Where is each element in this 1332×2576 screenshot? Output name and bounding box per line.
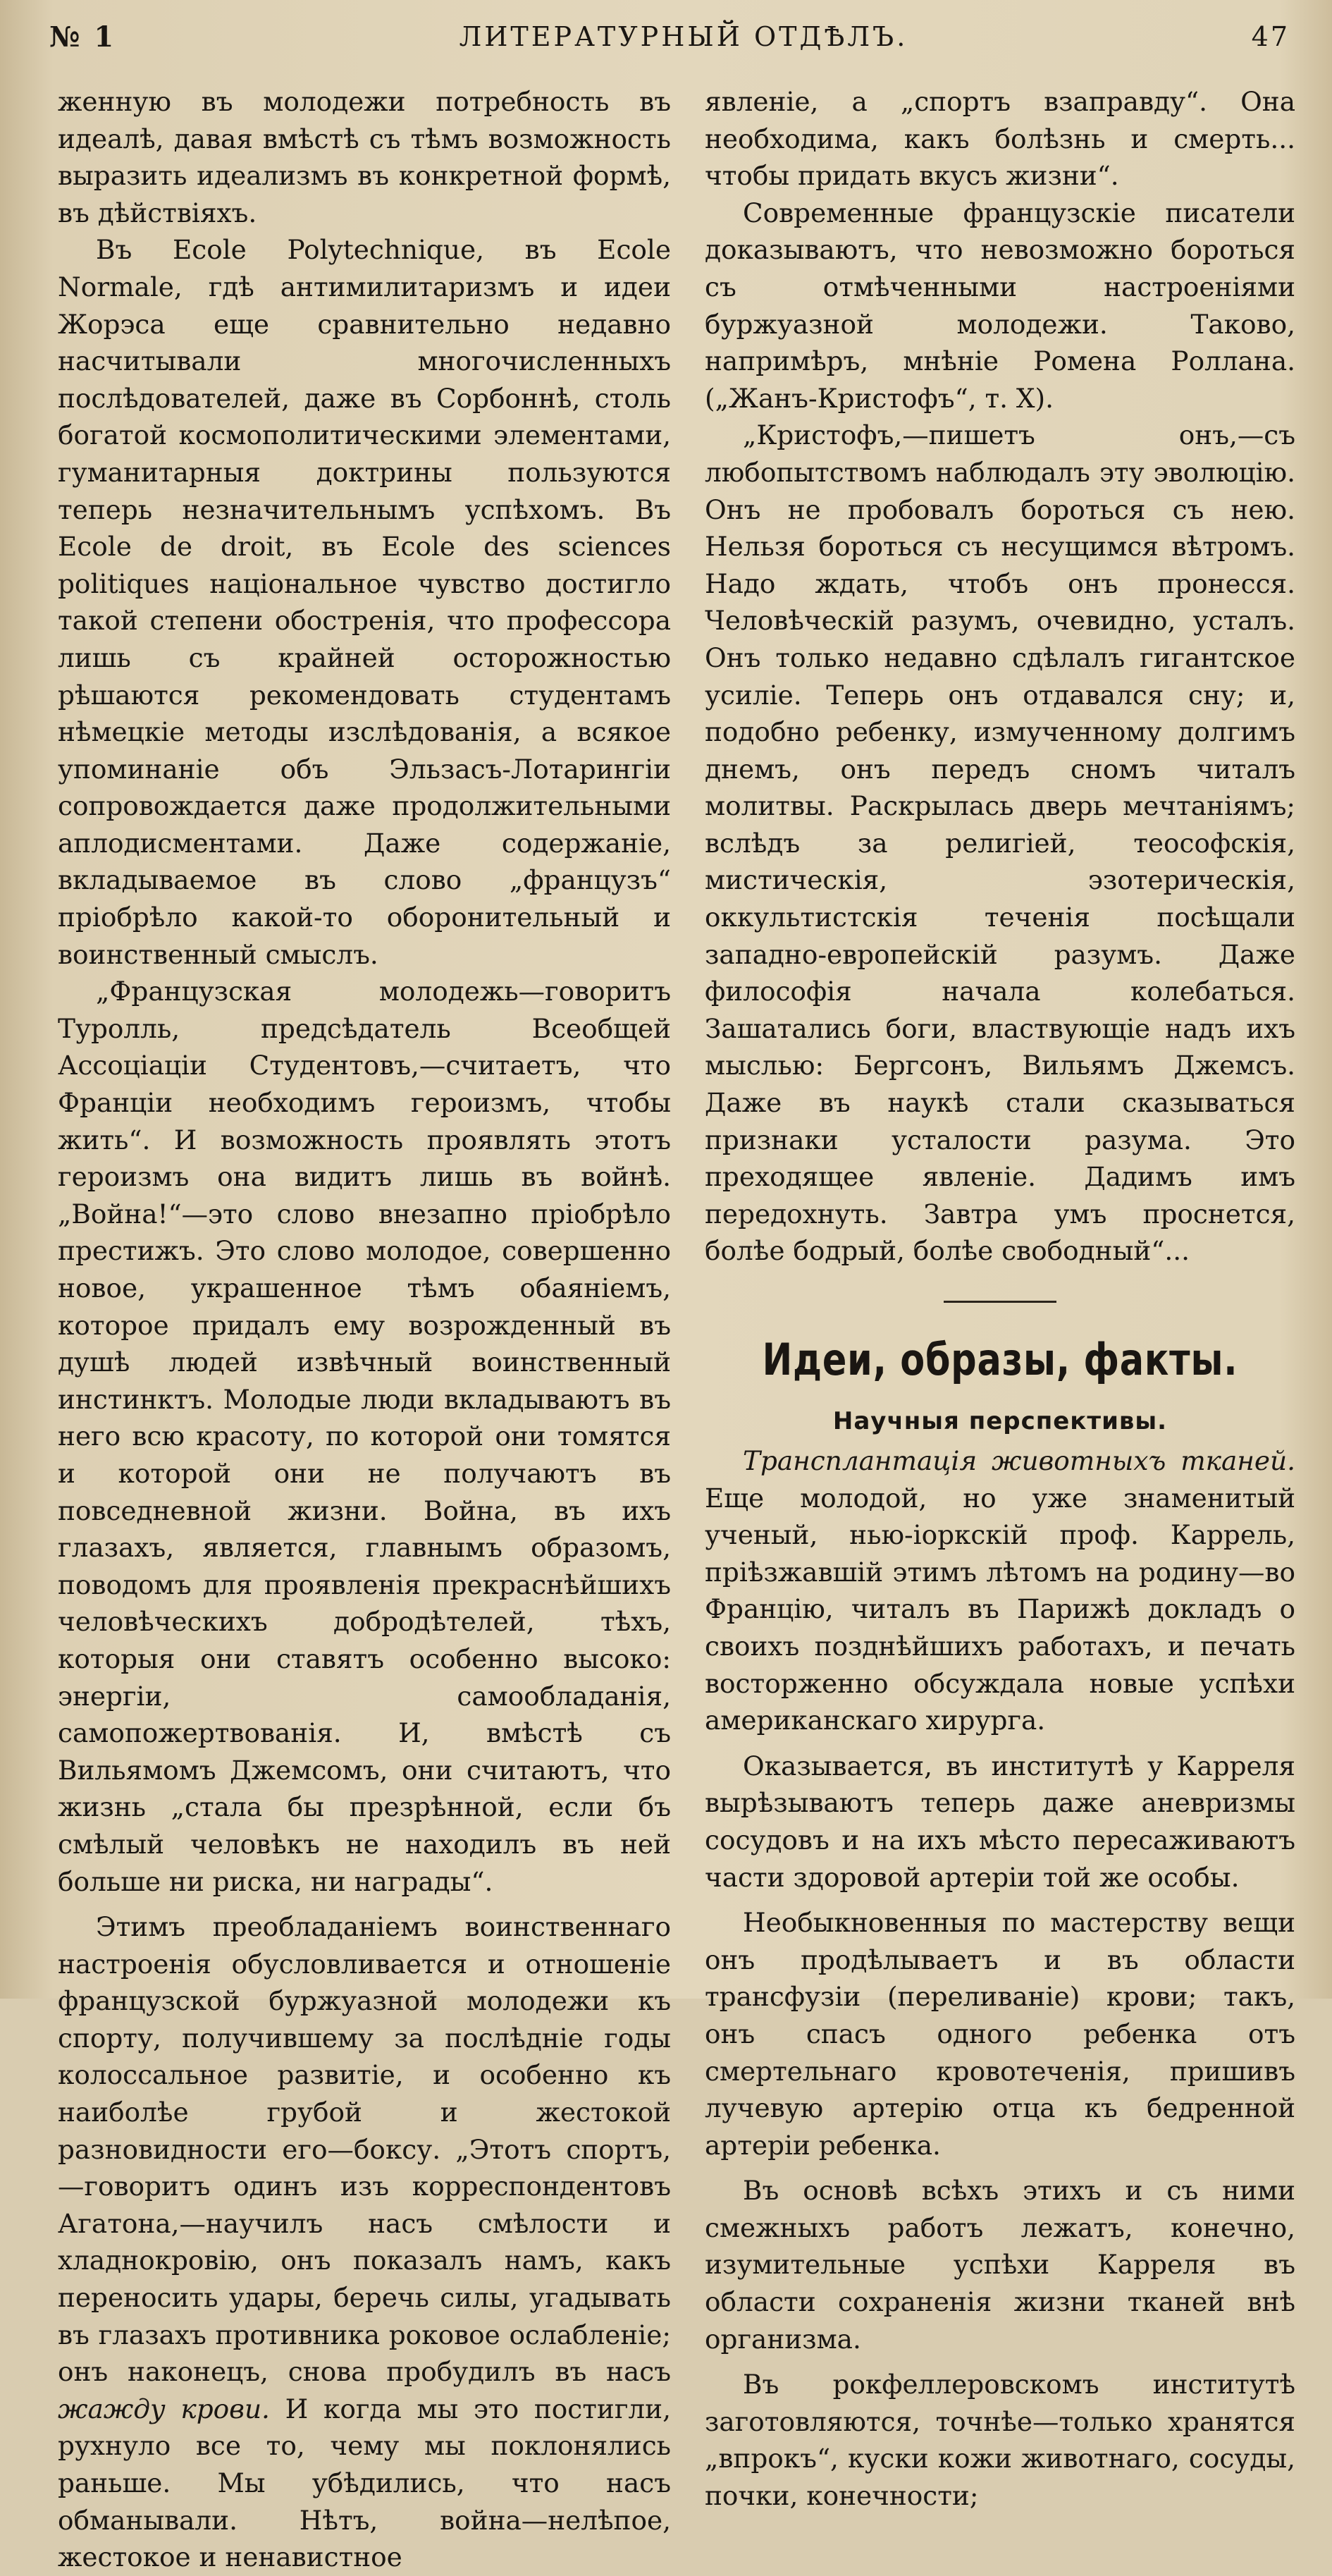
- paragraph: [705, 1442, 1295, 1739]
- paragraph: [58, 1908, 671, 2576]
- paragraph: Современные французскіе писатели доказываютъ, что невозможно бороться съ отмѣченными настроеніями буржуазной молодежи. Таково, напримѣръ, мнѣніе Ромена Роллана. („Жанъ-Кристофъ“, т. X).: [705, 197, 1295, 414]
- page-number: 47: [1251, 21, 1290, 52]
- article-heading: Трансплантація животныхъ тканей.: [743, 1445, 1295, 1476]
- paragraph: Въ рокфеллеровскомъ институтѣ заготовляются, точнѣе—только хранятся „впрокъ“, куски кожи животнаго, сосуды, почки, конечности;: [705, 2369, 1295, 2512]
- paragraph: „Кристофъ,—пишетъ онъ,—съ любопытствомъ наблюдалъ эту эволюцію. Онъ не пробовалъ бороться съ нею. Нельзя бороться съ несущимся вѣтромъ. Надо ждать, чтобъ онъ пронесся. Человѣческій разумъ, очевидно, усталъ. Онъ только недавно сдѣлалъ гигантское усиліе. Теперь онъ отдавался сну; и, подобно ребенку, измученному долгимъ днемъ, онъ передъ сномъ читалъ молитвы. Раскрылась дверь мечтаніямъ; вслѣдъ за религіей, теософскія, мистическія, эзотерическія, оккультистскія теченія посѣщали западно-европейскій разумъ. Даже философія начала колебаться. Зашатались боги, властвующіе надъ ихъ мыслью: Бергсонъ, Вильямъ Джемсъ. Даже въ наукѣ стали сказываться признаки усталости разума. Это преходящее явленіе. Дадимъ имъ передохнуть. Завтра умъ проснется, болѣе бодрый, болѣе свободный“...: [705, 419, 1295, 1267]
- paragraph: женную въ молодежи потребность въ идеалѣ, давая вмѣстѣ съ тѣмъ возможность выразить идеализмъ въ конкретной формѣ, въ дѣйствіяхъ.: [58, 86, 671, 228]
- left-column: [58, 83, 671, 2576]
- paragraph: Въ основѣ всѣхъ этихъ и съ ними смежныхъ работъ лежатъ, конечно, изумительные успѣхи Карреля въ области сохраненія жизни тканей внѣ организма.: [705, 2175, 1295, 2355]
- paragraph: явленіе, а „спортъ взаправду“. Она необходима, какъ болѣзнь и смерть... чтобы придать вкусъ жизни“.: [705, 86, 1295, 192]
- paragraph: Необыкновенныя по мастерству вещи онъ продѣлываетъ и въ области трансфузіи (переливаніе) крови; такъ, онъ спасъ одного ребенка отъ смертельнаго кровотеченія, пришивъ лучевую артерію отца къ бедренной артеріи ребенка.: [705, 1907, 1295, 2161]
- paragraph: Въ Ecole Polytechnique, въ Ecole Normale, гдѣ антимилитаризмъ и идеи Жорэса еще сравнительно недавно насчитывали многочисленныхъ послѣдователей, даже въ Сорбоннѣ, столь богатой космополитическими элементами, гуманитарныя доктрины пользуются теперь незначительнымъ успѣхомъ. Въ Ecole de droit, въ Ecole des sciences politiques національное чувство достигло такой степени обостренія, что профессора лишь съ крайней осторожностью рѣшаются рекомендовать студентамъ нѣмецкіе методы изслѣдованія, а всякое упоминаніе объ Эльзасъ-Лотарингіи сопровождается даже продолжительными аплодисментами. Даже содержаніе, вкладываемое въ слово „французъ“ пріобрѣло какой-то оборонительный и воинственный смыслъ.: [58, 234, 671, 970]
- section-divider: [944, 1301, 1056, 1303]
- paragraph: „Французская молодежь—говоритъ Туролль, предсѣдатель Всеобщей Ассоціаціи Студентовъ,—считаетъ, что Франціи необходимъ героизмъ, чтобы жить“. И возможность проявлять этотъ героизмъ она видитъ лишь въ войнѣ. „Война!“—это слово внезапно пріобрѣло престижъ. Это слово молодое, совершенно новое, украшенное тѣмъ обаяніемъ, которое придалъ ему возрожденный въ душѣ людей извѣчный воинственный инстинктъ. Молодые люди вкладываютъ въ него всю красоту, по которой они томятся и которой они не получаютъ въ повседневной жизни. Война, въ ихъ глазахъ, является, главнымъ образомъ, поводомъ для проявленія прекраснѣйшихъ человѣческихъ добродѣтелей, тѣхъ, которыя они ставятъ особенно высоко: энергіи, самообладанія, самопожертвованія. И, вмѣстѣ съ Вильямомъ Джемсомъ, они считаютъ, что жизнь „стала бы презрѣнной, если бъ смѣлый человѣкъ не находилъ въ ней больше ни риска, ни награды“.: [58, 976, 671, 1897]
- section-heading: ЛИТЕРАТУРНЫЙ ОТДѢЛЪ.: [459, 21, 908, 52]
- italic-phrase: жажду крови.: [58, 2393, 270, 2424]
- page-header: [49, 16, 1290, 58]
- section-title: Идеи, образы, факты.: [762, 1334, 1238, 1385]
- paragraph: Оказывается, въ институтѣ у Карреля вырѣзываютъ теперь даже аневризмы сосудовъ и на ихъ мѣсто пересаживаютъ части здоровой артеріи той же особы.: [705, 1750, 1295, 1893]
- subsection-title: Научныя перспективы.: [832, 1407, 1168, 1435]
- paragraph-text: И когда мы это постигли, рухнуло все то, чему мы поклонялись раньше. Мы убѣдились, что насъ обманывали. Нѣтъ, война—нелѣпое, жестокое и ненавистное: [58, 2393, 671, 2573]
- issue-number: № 1: [49, 20, 116, 54]
- paragraph-text: Еще молодой, но уже знаменитый ученый, нью-іоркскій проф. Каррель, пріѣзжавшій этимъ лѣтомъ на родину—во Францію, читалъ въ Парижѣ докладъ о своихъ позднѣйшихъ работахъ, и печать восторженно обсуждала новые успѣхи американскаго хирурга.: [705, 1482, 1295, 1736]
- right-column: [705, 83, 1295, 2515]
- paragraph-text: Этимъ преобладаніемъ воинственнаго настроенія обусловливается и отношеніе французской буржуазной молодежи къ спорту, получившему за послѣдніе годы колоссальное развитіе, и особенно къ наиболѣе грубой и жестокой разновидности его—боксу. „Этотъ спортъ,—говоритъ одинъ изъ корреспондентовъ Агатона,—научилъ насъ смѣлости и хладнокровію, онъ показалъ намъ, какъ переносить удары, беречь силы, угадывать въ глазахъ противника роковое ослабленіе; онъ наконецъ, снова пробудилъ въ насъ: [58, 1911, 671, 2388]
